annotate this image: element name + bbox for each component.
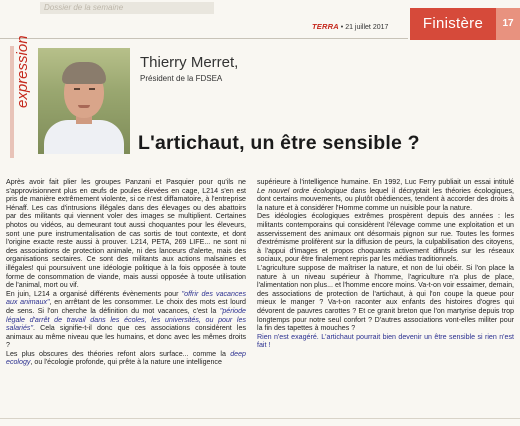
footer-rule: [0, 418, 520, 419]
article-column-right: [257, 178, 514, 350]
paragraph: Les plus obscures des théories refont alors surface... comme la deep ecology, ou l'écologie profonde, qui prête à la nature une intelligence: [6, 349, 246, 367]
page-header: [0, 0, 520, 40]
paragraph: supérieure à l'intelligence humaine. En 1992, Luc Ferry publiait un essai intitulé Le nouvel ordre écologique dans lequel il décryptait les théories écologiques, dont certains mouvements, ou plutôt obédiences, tendent à accorder des droits à la nature et à considérer l'Homme comme un nuisible pour la nature.: [257, 178, 515, 212]
article-headline: L'artichaut, un être sensible ?: [138, 132, 420, 154]
paragraph: L'agriculture suppose de maîtriser la nature, et non de lui obéir. Si l'on place la nature à un niveau supérieur à l'homme, l'agriculture n'a plus de place, l'alimentation non plus... et l'homme encore moins. Va-t-on voir essaimer, demain, des associations de protection de l'artichaut, à qui l'on coupe la queue pour mieux le manger ? Va-t-on raconter aux enfants des histoires d'ogres qui dévorent de pauvres carottes ? Et ce granit breton que l'on martyrise depuis trop longtemps pour notre seul confort ? D'autres associations vont-elles militer pour la fin des tapettes à mouches ?: [257, 263, 514, 333]
paragraph: Des idéologies écologiques extrêmes prospèrent depuis des années : les militants contemporains qui considèrent l'élevage comme une exploitation et un asservissement des animaux ont désormais pignon sur rue. Toutes les formes d'extrémisme prolifèrent sur la diffusion de peurs, la culpabilisation des citoyens, à l'appui d'images et propos choquants activement diffusés sur les réseaux sociaux, pour être finalement repris par les médias traditionnels.: [257, 212, 514, 264]
book-title: Le nouvel ordre écologique: [257, 186, 348, 195]
section-label: expression: [14, 35, 31, 108]
faded-header-text: Dossier de la semaine: [40, 2, 214, 14]
masthead-logo: TERRA: [312, 22, 339, 31]
closing-paragraph: Rien n'est exagéré. L'artichaut pourrait bien devenir un être sensible si rien n'est fait !: [257, 332, 514, 350]
paragraph: Après avoir fait plier les groupes Panzani et Pasquier pour qu'ils ne s'approvisionnent plus en œufs de poules élevées en cage, L214 s'en est pris de manière extrêmement violente, si ce n'est diffamatoire, à l'entreprise Hénaff. Les cas d'intrusions illégales dans des élevages ou des abattoirs par des militants qui viennent voler des images se multiplient. Certaines photos ou vidéos, au demeurant tout aussi choquantes pour les éleveurs, sont une pure instrumentalisation de cas sortis de tout contexte, et dont l'origine exacte reste aussi à prouver. L214, PETA, 269 LIFE... ne sont ni des associations de protection animale, ni des lanceurs d'alerte, mais des organisations sectaires. Ce sont des militants aux actions malsaines et illégales! qui poursuivent une idéologie politique à la fois opposée à toute forme de consommation de viande, mais aussi opposée à toute utilisation de l'animal, mort ou vif.: [6, 178, 246, 290]
article-column-left: [6, 178, 246, 367]
author-role: Président de la FDSEA: [140, 74, 223, 83]
author-portrait: [38, 48, 130, 154]
department-banner: Finistère: [410, 8, 496, 40]
author-name: Thierry Merret,: [140, 54, 239, 71]
masthead-date: • 21 juillet 2017: [340, 24, 389, 31]
quote: "période légale d'arrêt de travail dans les écoles, les universités, ou pour les salariés": [6, 306, 246, 333]
term: deep ecology: [6, 349, 246, 367]
paragraph: En juin, L214 a organisé différents évènements pour "offrir des vacances aux animaux", en arrêtant de les consommer. Le choix des mots est lourd de sens. Si l'on cherche la définition du mot vacances, c'est la "période légale d'arrêt de travail dans les écoles, les universités, ou pour les salariés". Cela signifie-t-il donc que ces associations considèrent les animaux au même niveau que les humains, et donc avec les mêmes droits ?: [6, 289, 247, 350]
page-number: 17: [496, 8, 520, 40]
header-rule: [0, 38, 408, 39]
masthead: [312, 22, 388, 31]
quote: "offrir des vacances aux animaux": [6, 289, 246, 307]
